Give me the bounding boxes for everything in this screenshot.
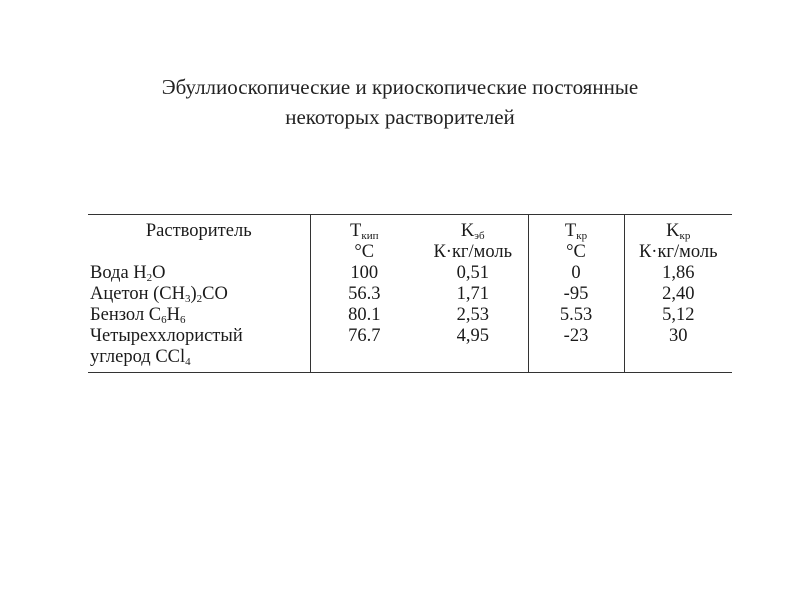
cell-tkr: -95 — [528, 284, 624, 305]
cell-tkr: -23 — [528, 326, 624, 347]
table-header-row — [88, 215, 732, 243]
cell-tkr: 0 — [528, 263, 624, 284]
header-solvent: Растворитель — [88, 215, 310, 243]
unit-tkr: °C — [528, 242, 624, 263]
cell-tkip: 76.7 — [310, 326, 418, 347]
solvent-name: Четыреххлористый — [90, 326, 243, 346]
table-row-continuation — [88, 347, 732, 373]
page-title — [0, 72, 800, 132]
solvent-name-line-2: углерод CCl$_4$ — [88, 347, 310, 373]
header-kkr: $K_{кр}$ — [624, 215, 732, 243]
cell-keb: 4,95 — [456, 326, 489, 346]
table-row — [88, 326, 732, 347]
solvent-name: Вода $H_2O$ — [90, 263, 166, 284]
title-line-2: некоторых растворителей — [285, 105, 515, 129]
solvent-name: Бензол $C_6H_6$ — [90, 305, 186, 326]
solvent-name: Ацетон $(CH_3)_2CO$ — [90, 284, 228, 305]
unit-tkip: °C — [310, 242, 418, 263]
table-row — [88, 263, 732, 284]
cell-tkip: 80.1 — [310, 305, 418, 326]
table-row — [88, 284, 732, 305]
cell-tkr: 5.53 — [528, 305, 624, 326]
title-line-1: Эбуллиоскопические и криоскопические постоянные — [161, 75, 639, 99]
cell-keb: 0,51 — [456, 263, 489, 283]
solvent-constants-table — [88, 214, 732, 373]
header-keb: $K_{эб}$ — [418, 215, 528, 243]
cell-keb: 1,71 — [456, 284, 489, 304]
table-row — [88, 305, 732, 326]
table-units-row — [88, 242, 732, 263]
cell-kkr: 5,12 — [624, 305, 732, 326]
cell-kkr: 30 — [624, 326, 732, 347]
unit-kkr: К·кг/моль — [624, 242, 732, 263]
cell-tkip: 100 — [310, 263, 418, 284]
unit-keb: К·кг/моль — [433, 242, 513, 262]
header-tkip: $T_{кип}$ — [310, 215, 418, 243]
cell-tkip: 56.3 — [310, 284, 418, 305]
cell-keb: 2,53 — [456, 305, 489, 325]
header-tkr: $T_{кр}$ — [528, 215, 624, 243]
cell-kkr: 1,86 — [624, 263, 732, 284]
cell-kkr: 2,40 — [624, 284, 732, 305]
